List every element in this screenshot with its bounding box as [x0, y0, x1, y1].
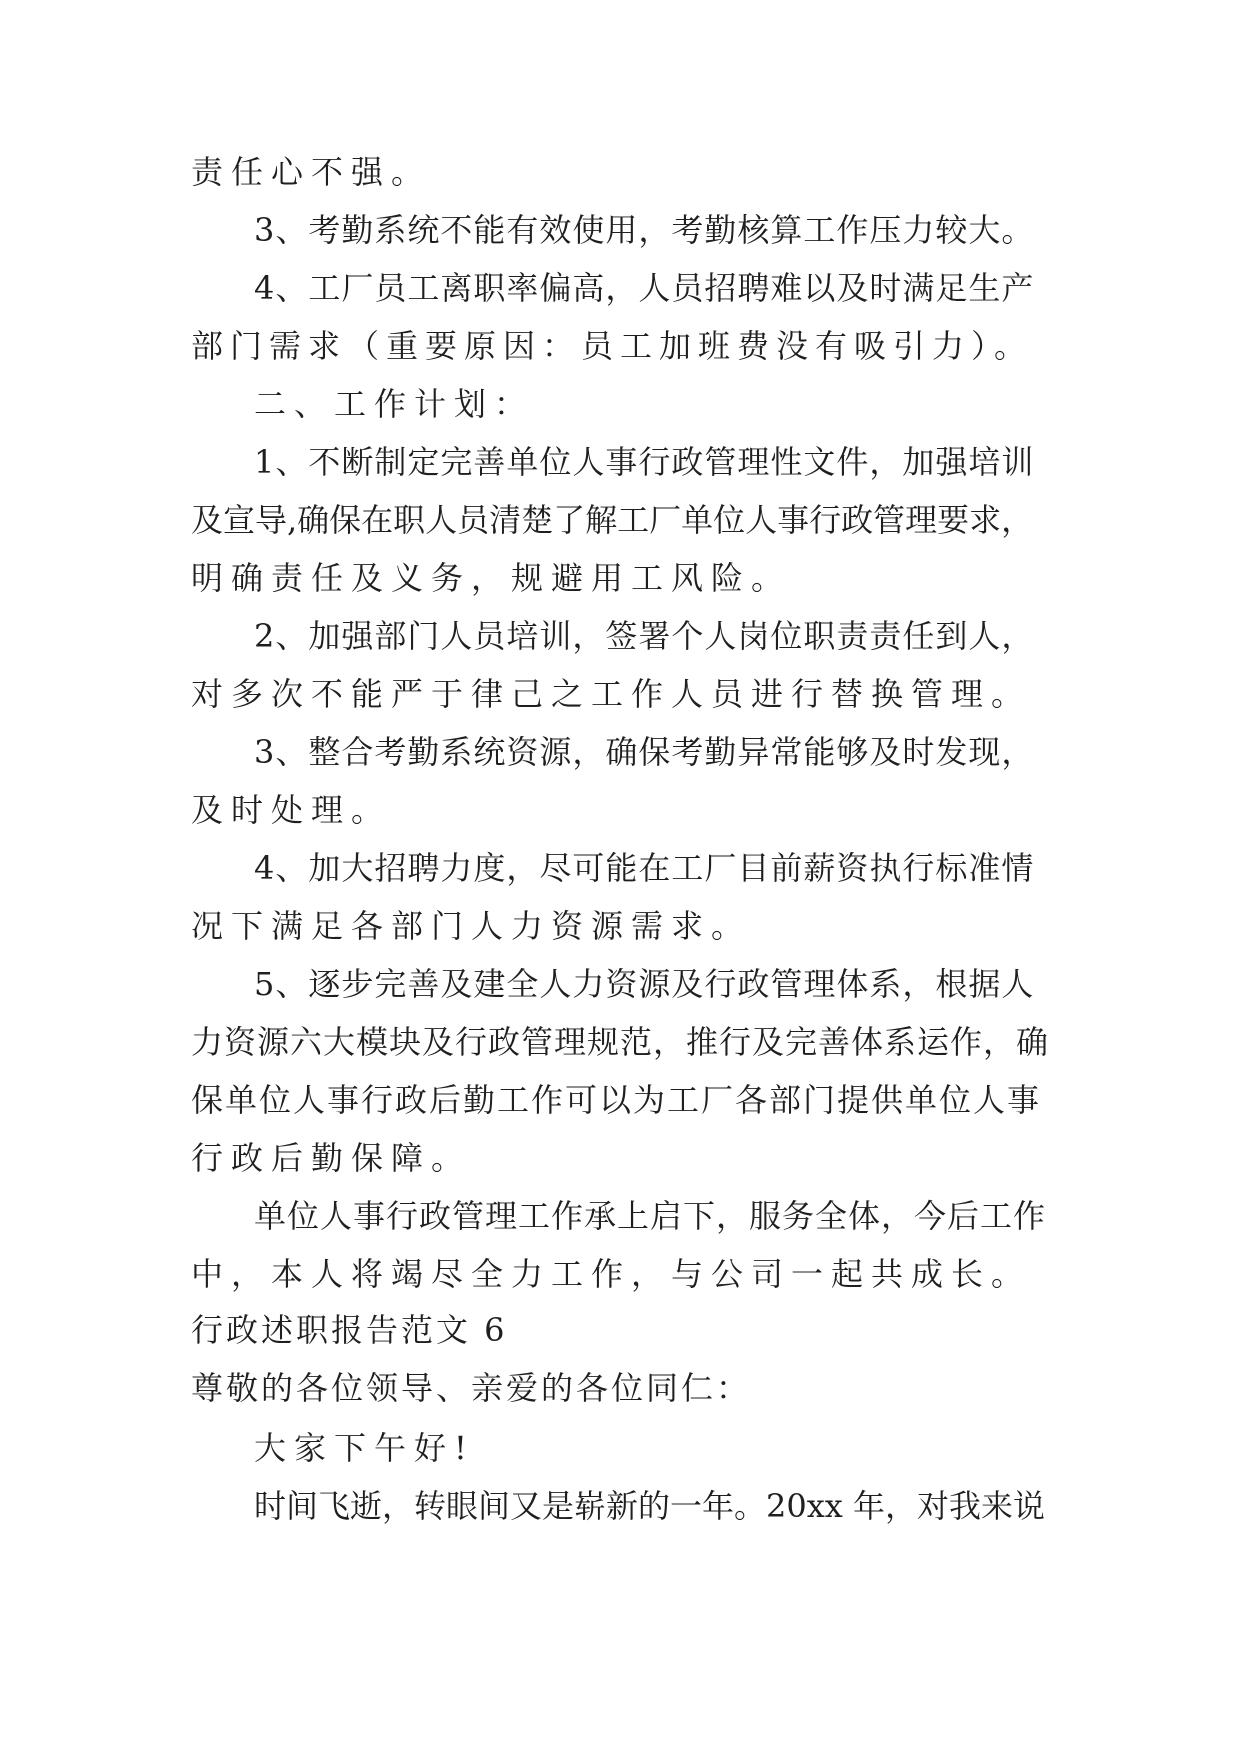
- text-line-8: 明确责任及义务，规避用工风险。: [191, 559, 792, 597]
- text-line-16: 力资源六大模块及行政管理规范，推行及完善体系运作，确: [191, 1023, 1050, 1061]
- text-line-14: 况下满足各部门人力资源需求。: [191, 907, 752, 945]
- text-line-10: 对多次不能严于律己之工作人员进行替换管理。: [191, 675, 1032, 713]
- text-line-6: 1、不断制定完善单位人事行政管理性文件，加强培训: [254, 443, 1035, 481]
- text-line-18: 行政后勤保障。: [191, 1139, 472, 1177]
- text-line-3: 4、工厂员工离职率偏高，人员招聘难以及时满足生产: [254, 269, 1035, 307]
- greeting: 大家下午好!: [254, 1429, 475, 1467]
- section-title: 行政述职报告范文 6: [191, 1311, 508, 1349]
- text-line-11: 3、整合考勤系统资源，确保考勤异常能够及时发现，: [254, 733, 1035, 771]
- text-line-20: 中，本人将竭尽全力工作，与公司一起共成长。: [191, 1255, 1032, 1293]
- text-line-24: 时间飞逝，转眼间又是崭新的一年。20xx 年，对我来说: [254, 1487, 1045, 1525]
- text-line-12: 及时处理。: [191, 791, 392, 829]
- text-line-15: 5、逐步完善及建全人力资源及行政管理体系，根据人: [254, 965, 1035, 1003]
- text-line-19: 单位人事行政管理工作承上启下，服务全体，今后工作: [254, 1197, 1047, 1235]
- text-line-4: 部门需求（重要原因：员工加班费没有吸引力）。: [191, 327, 1034, 365]
- text-line-17: 保单位人事行政后勤工作可以为工厂各部门提供单位人事: [191, 1081, 1042, 1119]
- text-line-13: 4、加大招聘力度，尽可能在工厂目前薪资执行标准情: [254, 849, 1035, 887]
- text-line-9: 2、加强部门人员培训，签署个人岗位职责责任到人，: [254, 617, 1035, 655]
- salutation: 尊敬的各位领导、亲爱的各位同仁：: [191, 1369, 752, 1407]
- text-line-7: 及宣导,确保在职人员清楚了解工厂单位人事行政管理要求，: [191, 501, 1034, 539]
- section-heading-work-plan: 二、工作计划：: [254, 385, 535, 423]
- text-line-1: 责任心不强。: [191, 153, 432, 191]
- text-line-2: 3、考勤系统不能有效使用，考勤核算工作压力较大。: [254, 211, 1035, 249]
